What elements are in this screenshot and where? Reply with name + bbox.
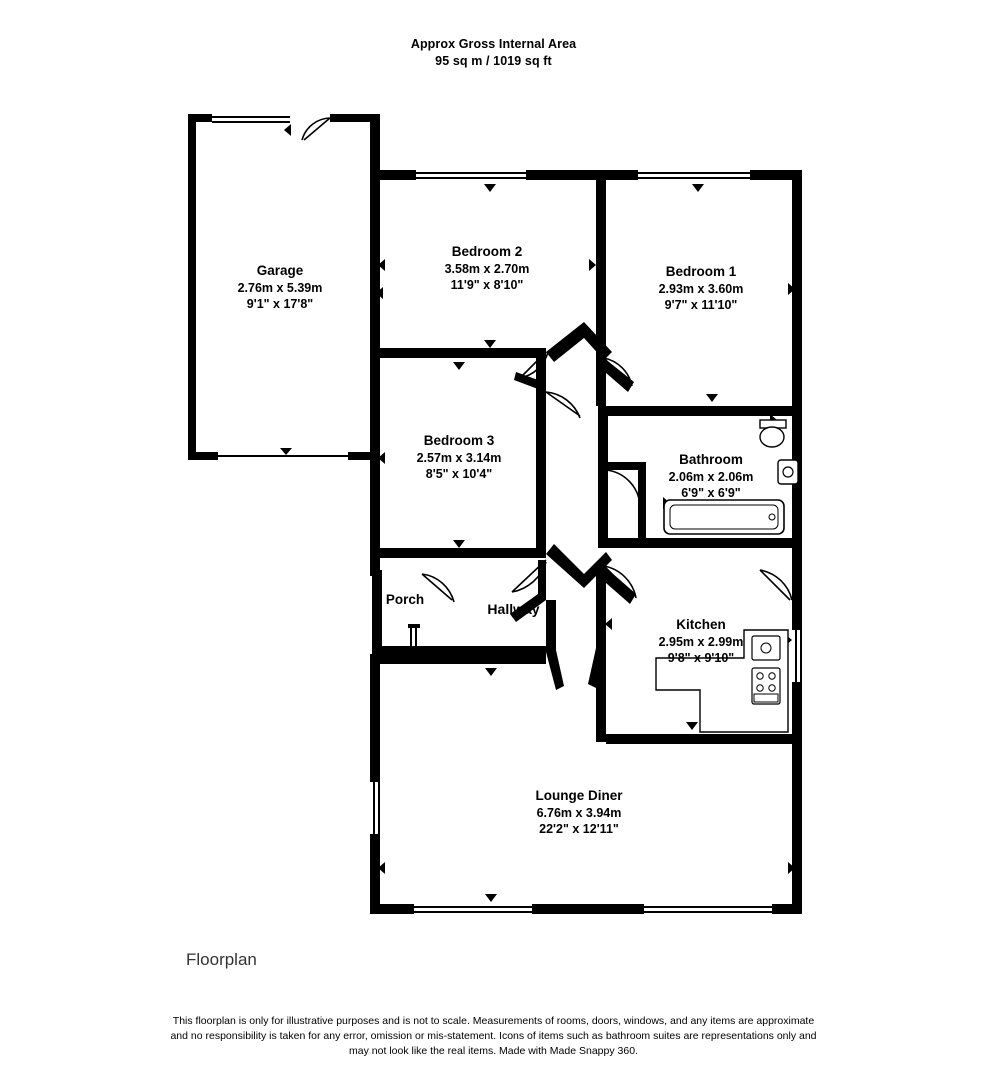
bedroom-3-imperial: 8'5" x 10'4" xyxy=(425,467,493,482)
disclaimer xyxy=(0,1014,987,1060)
bedroom-3-metric: 2.57m x 3.14m xyxy=(416,450,502,465)
kitchen-metric: 2.95m x 2.99m xyxy=(658,634,744,649)
area-header-line1: Approx Gross Internal Area xyxy=(410,37,577,51)
room-label-lounge-diner xyxy=(484,787,674,838)
bathroom-metric: 2.06m x 2.06m xyxy=(668,469,754,484)
toilet-icon xyxy=(760,420,786,447)
room-label-garage xyxy=(185,262,375,313)
floorplan-caption: Floorplan xyxy=(186,950,257,969)
hob-icon xyxy=(752,668,780,704)
garage-door-swing xyxy=(302,118,330,140)
bedroom-2-name: Bedroom 2 xyxy=(451,244,523,259)
garage-name: Garage xyxy=(256,263,304,278)
room-label-bedroom-2 xyxy=(392,243,582,294)
room-label-bedroom-1 xyxy=(606,263,796,314)
disclaimer-line-2: and no responsibility is taken for any error, omission or mis-statement. Icons of items such as bathroom suites are representations only and xyxy=(170,1030,817,1043)
lounge-diner-name: Lounge Diner xyxy=(535,788,623,803)
bedroom-1-imperial: 9'7" x 11'10" xyxy=(664,298,738,313)
garage-imperial: 9'1" x 17'8" xyxy=(246,297,314,312)
room-label-bedroom-3 xyxy=(364,432,554,483)
bedroom-1-name: Bedroom 1 xyxy=(665,264,737,279)
room-label-bathroom xyxy=(625,451,797,502)
room-label-kitchen xyxy=(606,616,796,667)
garage-metric: 2.76m x 5.39m xyxy=(237,280,323,295)
disclaimer-line-1: This floorplan is only for illustrative purposes and is not to scale. Measurements of rooms, doors, windows, and any items are approximate xyxy=(172,1015,815,1027)
lounge-diner-imperial: 22'2" x 12'11" xyxy=(539,822,619,837)
hallway-name: Hallway xyxy=(487,601,540,617)
kitchen-name: Kitchen xyxy=(676,617,726,632)
kitchen-imperial: 9'8" x 9'10" xyxy=(667,651,735,666)
area-header-line2: 95 sq m / 1019 sq ft xyxy=(435,53,552,68)
bedroom-3-name: Bedroom 3 xyxy=(423,433,495,448)
porch-name: Porch xyxy=(385,592,425,607)
lounge-diner-metric: 6.76m x 3.94m xyxy=(536,805,622,820)
bedroom-2-metric: 3.58m x 2.70m xyxy=(444,261,530,276)
bathroom-name: Bathroom xyxy=(679,452,743,467)
bedroom-1-metric: 2.93m x 3.60m xyxy=(658,281,744,296)
disclaimer-line-3: may not look like the real items. Made with Made Snappy 360. xyxy=(349,1045,638,1058)
bathtub-icon xyxy=(664,500,784,534)
bathroom-imperial: 6'9" x 6'9" xyxy=(681,486,741,501)
bedroom-2-imperial: 11'9" x 8'10" xyxy=(450,278,524,293)
room-label-hallway xyxy=(441,600,586,618)
